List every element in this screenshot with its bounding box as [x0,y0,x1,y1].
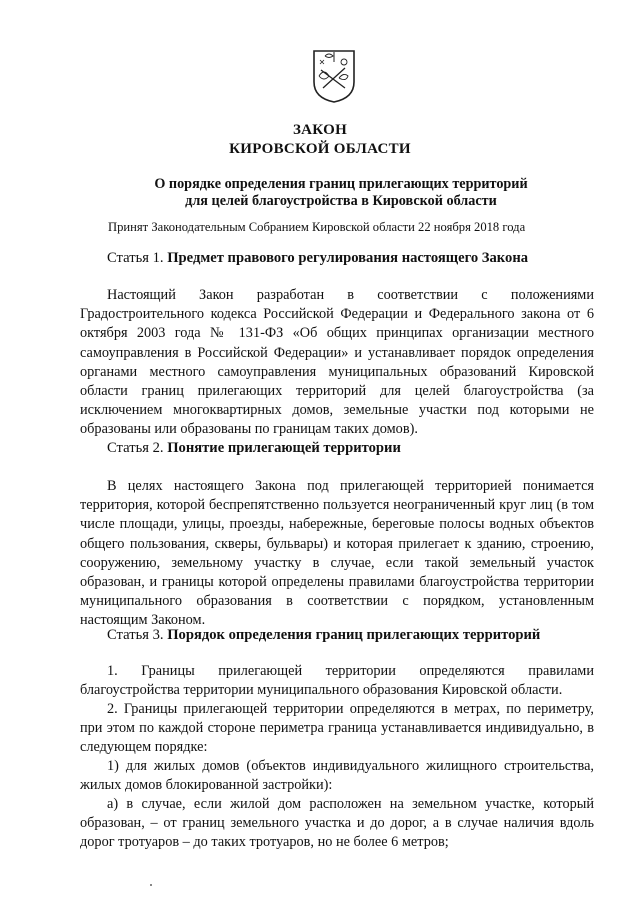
article-3-heading [107,627,540,644]
article-2-number: Статья 2. [107,440,168,456]
law-subtitle [0,176,640,210]
article-1-title: Предмет правового регулирования настоящего Закона [167,250,529,266]
subtitle-line-1: О порядке определения границ прилегающих территорий [154,176,528,192]
article-2-text: В целях настоящего Закона под прилегающей территорией понимается территория, которой беспрепятственно пользуется неограниченный круг лиц (в том числе площади, улицы, проезды, набережные, береговые полосы водных объектов общего пользования, скверы, бульвары) и которая прилегает к зданию, строению, сооружению, земельному участку в случае, если такой земельный участок образован, и границы которой определены правилами благоустройства территории муниципального образования в соответствии с порядком, установленным настоящим Законом. [80,478,594,629]
article-3-paragraph-4: а) в случае, если жилой дом расположен на земельном участке, который образован, – от границ земельного участка и до дорог, а в случае наличия вдоль дорог тротуаров – до таких тротуаров, но не более 6 метров; [80,796,594,851]
article-3-paragraph-1: 1. Границы прилегающей территории определяются правилами благоустройства территории муниципального образования Кировской области. [80,663,594,699]
article-1-number: Статья 1. [107,250,168,266]
article-1-heading [107,250,528,267]
article-3-paragraph-2: 2. Границы прилегающей территории определяются в метрах, по периметру, при этом по каждой стороне периметра граница устанавливается индивидуально, в следующем порядке: [80,701,594,756]
article-2-heading [107,440,401,457]
scan-speck [150,884,152,886]
article-3-number: Статья 3. [107,627,168,643]
coat-of-arms-icon [311,48,357,104]
subtitle-line-2: для целей благоустройства в Кировской области [185,193,497,209]
article-3-paragraph-3: 1) для жилых домов (объектов индивидуального жилищного строительства, жилых домов блокированной застройки): [80,758,594,794]
article-2-title: Понятие прилегающей территории [167,440,401,456]
article-3-title: Порядок определения границ прилегающих территорий [167,627,541,643]
law-region-title: КИРОВСКОЙ ОБЛАСТИ [229,141,411,157]
article-1-text: Настоящий Закон разработан в соответствии с положениями Градостроительного кодекса Российской Федерации и Федерального закона от 6 октября 2003 года № 131-ФЗ «Об общих принципах организации местного самоуправления в Российской Федерации» и устанавливает порядок определения органами местного самоуправления муниципальных образований Кировской области границ прилегающих территорий для целей благоустройства (за исключением многоквартирных домов, земельные участки под которыми не образованы или образованы по границам таких домов). [80,287,594,438]
adoption-note: Принят Законодательным Собранием Кировской области 22 ноября 2018 года [108,220,526,234]
law-title: ЗАКОН [292,122,348,138]
